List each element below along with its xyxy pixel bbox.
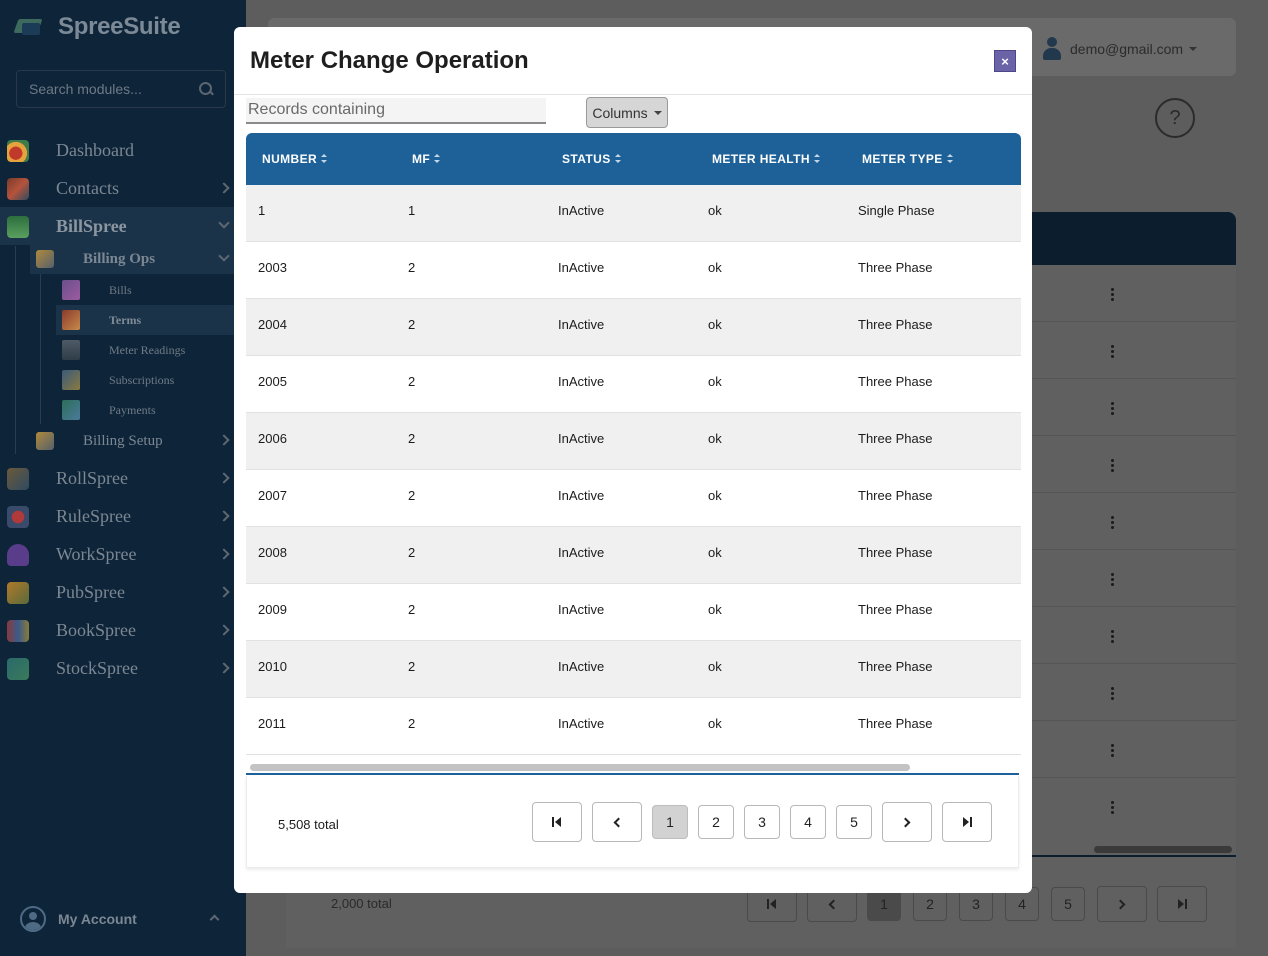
last-page-icon <box>1177 899 1187 909</box>
last-page-button[interactable] <box>1157 886 1207 922</box>
dashboard-icon <box>7 140 29 162</box>
sidebar-item-label: Contacts <box>56 177 119 198</box>
row-menu-icon[interactable] <box>1111 687 1115 701</box>
row-menu-icon[interactable] <box>1111 630 1115 644</box>
cell-mf: 2 <box>408 716 416 731</box>
brand-name: SpreeSuite <box>58 13 181 40</box>
divider <box>246 773 1019 775</box>
cell-meter-type: Three Phase <box>858 374 933 389</box>
cell-number: 2008 <box>258 545 287 560</box>
contacts-icon <box>7 178 29 200</box>
data-table <box>246 133 1021 776</box>
row-menu-icon[interactable] <box>1111 402 1115 416</box>
cell-meter-health: ok <box>708 431 722 446</box>
page-button[interactable]: 2 <box>698 805 734 839</box>
cell-meter-type: Single Phase <box>858 203 935 218</box>
cell-number: 2004 <box>258 317 287 332</box>
sidebar-item-subscriptions[interactable] <box>56 365 246 395</box>
row-menu-icon[interactable] <box>1111 345 1115 359</box>
horizontal-scrollbar-thumb[interactable] <box>250 764 910 771</box>
cell-mf: 1 <box>408 203 416 218</box>
cell-number: 2005 <box>258 374 287 389</box>
sidebar-item-rollspree[interactable] <box>0 459 246 497</box>
sidebar-item-label: Terms <box>109 312 142 327</box>
avatar-icon <box>20 906 46 932</box>
sidebar-item-label: PubSpree <box>56 581 125 602</box>
sidebar-item-billspree[interactable] <box>0 207 246 245</box>
module-search-input[interactable] <box>29 81 189 97</box>
column-header-label: MF <box>412 152 431 166</box>
sidebar-item-label: Dashboard <box>56 139 134 160</box>
columns-button-label: Columns <box>592 104 648 121</box>
table-row[interactable] <box>246 470 1021 527</box>
first-page-icon <box>552 817 562 827</box>
sort-icon[interactable] <box>947 154 953 164</box>
divider <box>1032 720 1236 721</box>
divider <box>1032 492 1236 493</box>
cell-status: InActive <box>558 545 605 560</box>
user-email: demo@gmail.com <box>1070 41 1184 57</box>
sort-icon[interactable] <box>615 154 621 164</box>
cell-mf: 2 <box>408 317 416 332</box>
cell-meter-health: ok <box>708 203 722 218</box>
sort-icon[interactable] <box>814 154 820 164</box>
terms-icon <box>62 310 80 330</box>
sidebar-item-label: Subscriptions <box>109 372 175 387</box>
next-page-button[interactable] <box>1097 886 1147 922</box>
module-search[interactable] <box>16 70 226 108</box>
chevron-right-icon <box>218 586 229 597</box>
meter-change-modal <box>234 27 1032 893</box>
page-button[interactable]: 5 <box>836 805 872 839</box>
modal-header <box>234 27 1032 95</box>
chevron-right-icon <box>218 662 229 673</box>
divider <box>1032 321 1236 322</box>
cell-meter-health: ok <box>708 716 722 731</box>
records-filter-input[interactable] <box>246 98 546 124</box>
cell-mf: 2 <box>408 545 416 560</box>
divider <box>1032 549 1236 550</box>
row-menu-icon[interactable] <box>1111 516 1115 530</box>
cell-meter-health: ok <box>708 659 722 674</box>
cell-meter-type: Three Phase <box>858 716 933 731</box>
cell-mf: 2 <box>408 260 416 275</box>
sidebar-item-workspree[interactable] <box>0 535 246 573</box>
prev-page-button[interactable] <box>592 802 642 842</box>
sidebar-item-label: RuleSpree <box>56 505 131 526</box>
sidebar-item-label: BillSpree <box>56 215 127 236</box>
modal-title: Meter Change Operation <box>250 47 529 74</box>
divider <box>1032 435 1236 436</box>
page-button[interactable]: 4 <box>790 805 826 839</box>
column-header-label: METER HEALTH <box>712 152 810 166</box>
cell-status: InActive <box>558 203 605 218</box>
billspree-icon <box>7 216 29 238</box>
column-header-label: NUMBER <box>262 152 318 166</box>
page-button[interactable]: 1 <box>867 887 901 921</box>
cell-status: InActive <box>558 374 605 389</box>
sidebar-item-label: Billing Setup <box>83 432 163 449</box>
table-row[interactable] <box>246 242 1021 299</box>
table-row[interactable] <box>246 584 1021 641</box>
column-header-number[interactable] <box>262 152 327 166</box>
caret-down-icon <box>654 111 662 115</box>
table-row[interactable] <box>246 356 1021 413</box>
cell-number: 2011 <box>258 716 286 731</box>
sort-icon[interactable] <box>321 154 327 164</box>
cell-mf: 2 <box>408 431 416 446</box>
cell-status: InActive <box>558 317 605 332</box>
user-menu[interactable] <box>1042 34 1197 64</box>
brand[interactable] <box>14 12 180 42</box>
cell-number: 1 <box>258 203 266 218</box>
background-table-header <box>1032 212 1236 265</box>
page-button[interactable]: 2 <box>913 887 947 921</box>
cell-meter-health: ok <box>708 260 722 275</box>
cell-status: InActive <box>558 431 605 446</box>
table-row[interactable] <box>246 299 1021 356</box>
billing-ops-icon <box>36 250 54 268</box>
cell-meter-type: Three Phase <box>858 488 933 503</box>
cell-mf: 2 <box>408 659 416 674</box>
page-button[interactable]: 3 <box>744 805 780 839</box>
chevron-right-icon <box>218 182 229 193</box>
cell-number: 2006 <box>258 431 287 446</box>
chevron-right-icon <box>218 472 229 483</box>
cell-number: 2007 <box>258 488 287 503</box>
page-button-current[interactable]: 1 <box>652 805 688 839</box>
user-icon <box>1042 37 1062 61</box>
next-page-button[interactable] <box>882 802 932 842</box>
column-header-label: STATUS <box>562 152 611 166</box>
chevron-right-icon <box>901 817 911 827</box>
bills-icon <box>62 280 80 300</box>
column-header-meter-type[interactable] <box>862 152 953 166</box>
cell-meter-type: Three Phase <box>858 431 933 446</box>
tree-line <box>15 246 16 454</box>
columns-button[interactable] <box>586 97 668 128</box>
stockspree-icon <box>7 658 29 680</box>
sidebar-item-dashboard[interactable] <box>0 131 246 169</box>
cell-meter-health: ok <box>708 374 722 389</box>
chevron-right-icon <box>218 624 229 635</box>
tree-line <box>40 274 41 424</box>
search-icon[interactable] <box>199 82 213 96</box>
page-button[interactable]: 5 <box>1051 887 1085 921</box>
chevron-right-icon <box>218 548 229 559</box>
sidebar-item-label: StockSpree <box>56 657 138 678</box>
cell-mf: 2 <box>408 488 416 503</box>
column-header-mf[interactable] <box>412 152 440 166</box>
table-row[interactable] <box>246 641 1021 698</box>
chevron-left-icon <box>614 817 624 827</box>
cell-status: InActive <box>558 260 605 275</box>
rulespree-icon <box>7 506 29 528</box>
sidebar-item-label: Billing Ops <box>83 250 156 267</box>
table-row[interactable] <box>246 413 1021 470</box>
close-icon: × <box>1001 53 1009 69</box>
sidebar-item-label: RollSpree <box>56 467 128 488</box>
cell-status: InActive <box>558 602 605 617</box>
cell-mf: 2 <box>408 374 416 389</box>
close-button[interactable] <box>994 50 1016 72</box>
chevron-up-icon <box>210 915 220 925</box>
sidebar-item-stockspree[interactable] <box>0 649 246 687</box>
row-menu-icon[interactable] <box>1111 288 1115 302</box>
divider <box>1032 663 1236 664</box>
workspree-icon <box>7 544 29 566</box>
spreesuite-logo-icon <box>14 15 44 39</box>
row-menu-icon[interactable] <box>1111 801 1115 815</box>
sidebar-item-billing-ops[interactable] <box>30 244 246 274</box>
background-scrollbar[interactable] <box>1094 846 1232 853</box>
sidebar-item-pubspree[interactable] <box>0 573 246 611</box>
my-account-label: My Account <box>58 911 137 927</box>
sidebar-item-label: Bills <box>109 282 132 297</box>
row-menu-icon[interactable] <box>1111 573 1115 587</box>
pubspree-icon <box>7 582 29 604</box>
payments-icon <box>62 400 80 420</box>
billing-setup-icon <box>36 432 54 450</box>
sidebar-item-bookspree[interactable] <box>0 611 246 649</box>
cell-status: InActive <box>558 659 605 674</box>
cell-meter-type: Three Phase <box>858 602 933 617</box>
sidebar-item-terms[interactable] <box>56 305 246 335</box>
page-button[interactable]: 4 <box>1005 887 1039 921</box>
cell-meter-type: Three Phase <box>858 545 933 560</box>
table-row[interactable] <box>246 185 1021 242</box>
subscriptions-icon <box>62 370 80 390</box>
column-header-status[interactable] <box>562 152 621 166</box>
cell-meter-health: ok <box>708 488 722 503</box>
column-header-meter-health[interactable] <box>712 152 820 166</box>
cell-meter-type: Three Phase <box>858 260 933 275</box>
first-page-button[interactable] <box>532 802 582 842</box>
table-header <box>246 133 1021 185</box>
sidebar-item-label: WorkSpree <box>56 543 137 564</box>
page-button[interactable]: 3 <box>959 887 993 921</box>
chevron-right-icon <box>218 510 229 521</box>
background-total: 2,000 total <box>331 896 392 911</box>
divider <box>1032 777 1236 778</box>
my-account[interactable] <box>20 904 230 934</box>
sidebar-item-rulespree[interactable] <box>0 497 246 535</box>
total-count: 5,508 total <box>278 817 339 832</box>
cell-meter-health: ok <box>708 545 722 560</box>
sidebar-item-contacts[interactable] <box>0 169 246 207</box>
meter-readings-icon <box>62 340 80 360</box>
divider <box>1032 606 1236 607</box>
cell-number: 2009 <box>258 602 287 617</box>
table-row[interactable] <box>246 698 1021 755</box>
sidebar-item-label: Payments <box>109 402 156 417</box>
cell-number: 2010 <box>258 659 287 674</box>
caret-down-icon <box>1189 47 1197 51</box>
sidebar-item-bills[interactable] <box>56 275 246 305</box>
divider <box>1032 378 1236 379</box>
cell-meter-health: ok <box>708 602 722 617</box>
cell-number: 2003 <box>258 260 287 275</box>
row-menu-icon[interactable] <box>1111 459 1115 473</box>
divider <box>1032 855 1236 857</box>
bookspree-icon <box>7 620 29 642</box>
cell-mf: 2 <box>408 602 416 617</box>
chevron-down-icon <box>218 250 229 261</box>
cell-meter-type: Three Phase <box>858 317 933 332</box>
column-header-label: METER TYPE <box>862 152 943 166</box>
last-page-icon <box>962 817 972 827</box>
sidebar-item-billing-setup[interactable] <box>30 426 246 456</box>
cell-meter-health: ok <box>708 317 722 332</box>
last-page-button[interactable] <box>942 802 992 842</box>
row-menu-icon[interactable] <box>1111 744 1115 758</box>
chevron-down-icon <box>218 217 229 228</box>
chevron-right-icon <box>1116 899 1126 909</box>
rollspree-icon <box>7 468 29 490</box>
sidebar-item-label: Meter Readings <box>109 342 186 357</box>
table-row[interactable] <box>246 527 1021 584</box>
sidebar <box>0 0 246 956</box>
sidebar-item-meter-readings[interactable] <box>56 335 246 365</box>
help-icon: ? <box>1169 106 1181 129</box>
sidebar-item-payments[interactable] <box>56 395 246 425</box>
sidebar-item-label: BookSpree <box>56 619 136 640</box>
help-button[interactable] <box>1155 98 1195 138</box>
cell-meter-type: Three Phase <box>858 659 933 674</box>
cell-status: InActive <box>558 716 605 731</box>
first-page-icon <box>767 899 777 909</box>
cell-status: InActive <box>558 488 605 503</box>
chevron-right-icon <box>218 434 229 445</box>
chevron-left-icon <box>829 899 839 909</box>
sort-icon[interactable] <box>434 154 440 164</box>
